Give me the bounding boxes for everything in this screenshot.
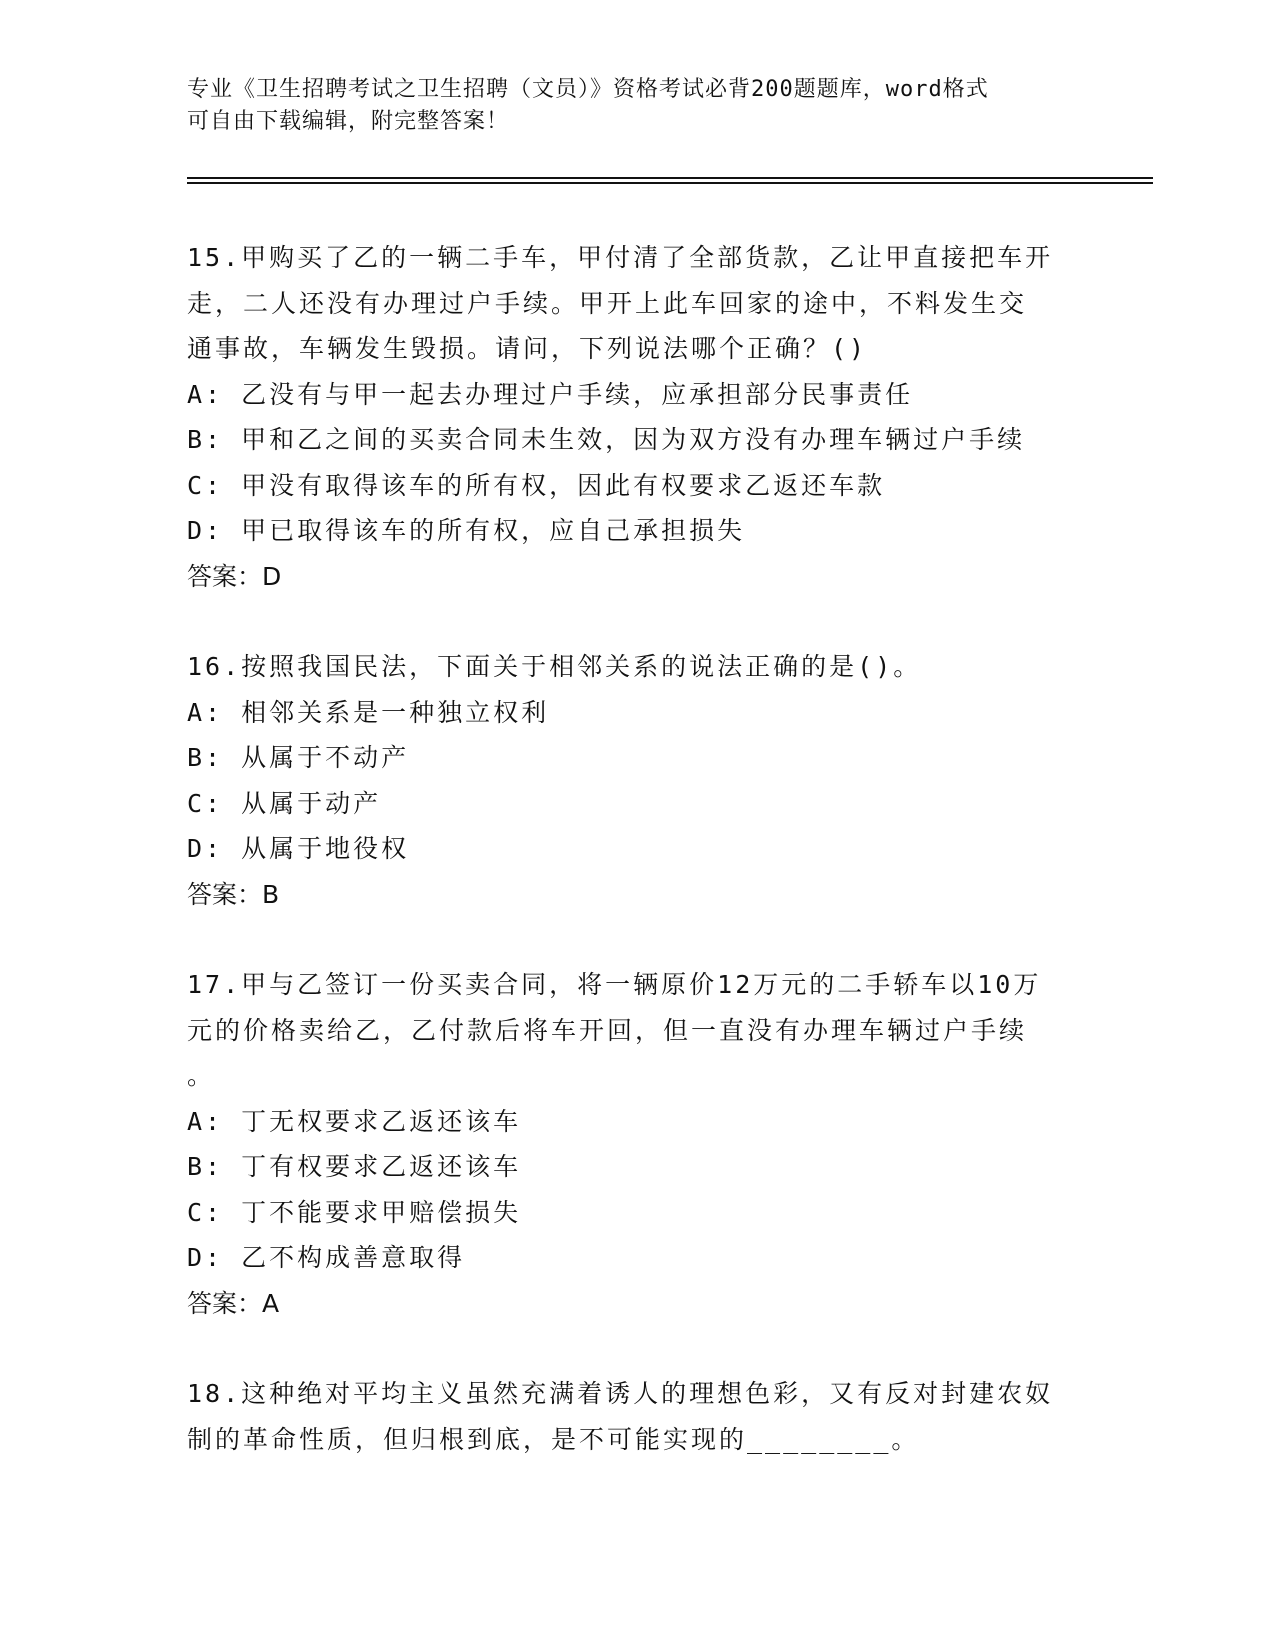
- option-b: B: 甲和乙之间的买卖合同未生效，因为双方没有办理车辆过户手续: [187, 425, 1026, 454]
- question-stem-line: 走，二人还没有办理过户手续。甲开上此车回家的途中，不料发生交: [187, 288, 1028, 318]
- answer-label: 答案：A: [187, 1288, 280, 1318]
- question-stem-line: 16.按照我国民法，下面关于相邻关系的说法正确的是()。: [187, 652, 922, 681]
- header-divider-top: [187, 177, 1153, 179]
- option-c: C: 甲没有取得该车的所有权，因此有权要求乙返还车款: [187, 470, 886, 500]
- question-15: [187, 235, 1077, 599]
- question-stem-line: 元的价格卖给乙，乙付款后将车开回，但一直没有办理车辆过户手续: [187, 1015, 1028, 1045]
- header-divider-bottom: [187, 182, 1153, 184]
- option-b: B: 从属于不动产: [187, 743, 410, 772]
- answer-label: 答案：D: [187, 561, 282, 591]
- option-d: D: 乙不构成善意取得: [187, 1243, 466, 1272]
- option-c: C: 丁不能要求甲赔偿损失: [187, 1197, 522, 1227]
- question-stem-line: 15.甲购买了乙的一辆二手车，甲付清了全部货款，乙让甲直接把车开: [187, 243, 1054, 272]
- option-d: D: 甲已取得该车的所有权，应自己承担损失: [187, 516, 746, 545]
- option-c: C: 从属于动产: [187, 788, 382, 818]
- document-header: [187, 74, 1067, 138]
- question-stem-line: 18.这种绝对平均主义虽然充满着诱人的理想色彩，又有反对封建农奴: [187, 1379, 1054, 1408]
- header-line-2: 可自由下载编辑，附完整答案！: [187, 109, 510, 134]
- header-line-1: 专业《卫生招聘考试之卫生招聘（文员）》资格考试必背200题题库，word格式: [187, 77, 989, 102]
- question-stem-line: 通事故，车辆发生毁损。请问，下列说法哪个正确？(): [187, 334, 868, 363]
- question-stem-line: 17.甲与乙签订一份买卖合同，将一辆原价12万元的二手轿车以10万: [187, 970, 1042, 999]
- question-18: [187, 1371, 1077, 1462]
- question-stem-line: 。: [187, 1061, 216, 1090]
- question-16: [187, 644, 1077, 917]
- option-a: A: 丁无权要求乙返还该车: [187, 1106, 522, 1136]
- question-17: [187, 962, 1077, 1326]
- option-b: B: 丁有权要求乙返还该车: [187, 1152, 522, 1181]
- question-stem-line: 制的革命性质，但归根到底，是不可能实现的________。: [187, 1424, 920, 1454]
- answer-label: 答案：B: [187, 879, 280, 909]
- option-a: A: 相邻关系是一种独立权利: [187, 697, 550, 727]
- option-a: A: 乙没有与甲一起去办理过户手续，应承担部分民事责任: [187, 379, 914, 409]
- option-d: D: 从属于地役权: [187, 834, 410, 863]
